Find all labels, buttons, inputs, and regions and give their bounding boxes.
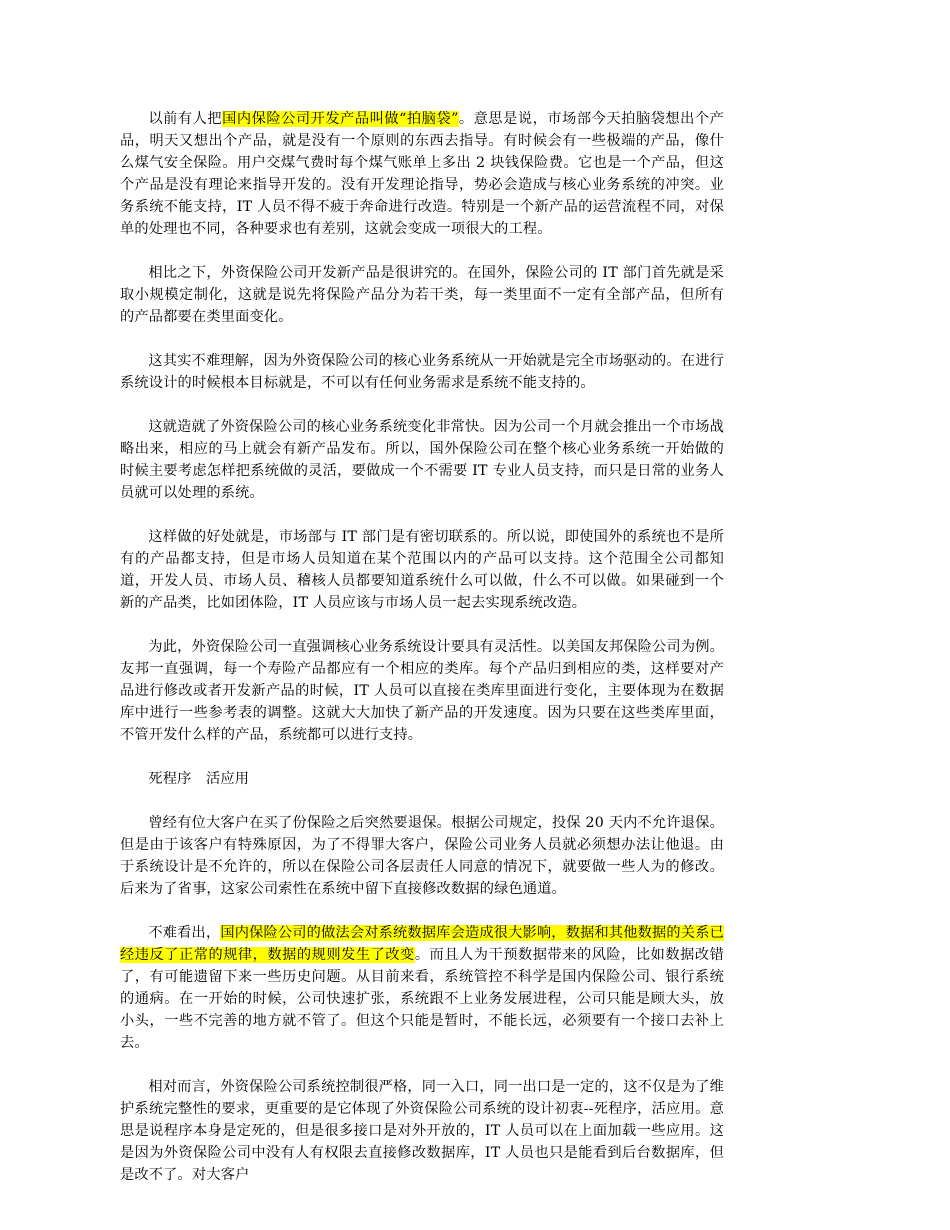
paragraph [120,262,724,328]
text-segment: 为此，外资保险公司一直强调核心业务系统设计要具有灵活性。以美国友邦保险公司为例。友邦一直强调，每一个寿险产品都应有一个相应的类库。每个产品归到相应的类，这样要对产品进行修改或者开发新产品的时候，IT 人员可以直接在类库里面进行变化，主要体现为在数据库中进行一些参考表的调整。这就大大加快了新产品的开发速度。因为只要在这些类库里面，不管开发什么样的产品，系统都可以进行支持。 [120,639,724,743]
highlighted-text: 国内保险公司开发产品叫做“拍脑袋” [222,111,459,127]
paragraph [120,108,724,240]
paragraph [120,922,724,1054]
paragraph [120,350,724,394]
text-segment: 以前有人把 [148,111,223,127]
paragraph [120,526,724,614]
text-segment: 这其实不难理解，因为外资保险公司的核心业务系统从一开始就是完全市场驱动的。在进行系统设计的时候根本目标就是，不可以有任何业务需求是系统不能支持的。 [120,353,724,391]
text-segment: 不难看出， [148,925,221,941]
text-segment: 这样做的好处就是，市场部与 IT 部门是有密切联系的。所以说，即使国外的系统也不是所有的产品都支持，但是市场人员知道在某个范围以内的产品可以支持。这个范围全公司都知道，开发人员、市场人员、稽核人员都要知道系统什么可以做，什么不可以做。如果碰到一个新的产品类，比如团体险，IT 人员应该与市场人员一起去实现系统改造。 [120,529,724,611]
text-segment: 相对而言，外资保险公司系统控制很严格，同一入口，同一出口是一定的，这不仅是为了维护系统完整性的要求，更重要的是它体现了外资保险公司系统的设计初衷--死程序，活应用。意思是说程序本身是定死的，但是很多接口是对外开放的，IT 人员可以在上面加载一些应用。这是因为外资保险公司中没有人有权限去直接修改数据库，IT 人员也只是能看到后台数据库，但是改不了。对大客户 [120,1079,724,1183]
text-segment: 。意思是说，市场部今天拍脑袋想出个产品，明天又想出个产品，就是没有一个原则的东西去指导。有时候会有一些极端的产品，像什么煤气安全保险。用户交煤气费时每个煤气账单上多出 2 块钱保险费。它也是一个产品，但这个产品是没有理论来指导开发的。没有开发理论指导，势必会造成与核心业务系统的冲突。业务系统不能支持，IT 人员不得不疲于奔命进行改造。特别是一个新产品的运营流程不同，对保单的处理也不同，各种要求也有差别，这就会变成一项很大的工程。 [120,111,724,237]
section-heading [120,768,724,790]
text-segment: 曾经有位大客户在买了份保险之后突然要退保。根据公司规定，投保 20 天内不允许退保。但是由于该客户有特殊原因，为了不得罪大客户，保险公司业务人员就必须想办法让他退。由于系统设计是不允许的，所以在保险公司各层责任人同意的情况下，就要做一些人为的修改。后来为了省事，这家公司索性在系统中留下直接修改数据的绿色通道。 [120,815,724,897]
paragraph [120,416,724,504]
paragraph [120,812,724,900]
text-segment: 相比之下，外资保险公司开发新产品是很讲究的。在国外，保险公司的 IT 部门首先就是采取小规模定制化，这就是说先将保险产品分为若干类，每一类里面不一定有全部产品，但所有的产品都要在类里面变化。 [120,265,724,325]
paragraph [120,636,724,746]
document-body [120,108,724,1208]
highlighted-text: 国内保险公司的做法会对系统数据库会造成很大影响，数据和其他数据的关系已经违反了正常的规律，数据的规则发生了改变 [120,925,724,963]
paragraph [120,1076,724,1186]
text-segment: 。而且人为干预数据带来的风险，比如数据改错了，有可能遗留下来一些历史问题。从目前来看，系统管控不科学是国内保险公司、银行系统的通病。在一开始的时候，公司快速扩张，系统跟不上业务发展进程，公司只能是顾大头，放小头，一些不完善的地方就不管了。但这个只能是暂时，不能长远，必须要有一个接口去补上去。 [120,947,724,1051]
text-segment: 这就造就了外资保险公司的核心业务系统变化非常快。因为公司一个月就会推出一个市场战略出来，相应的马上就会有新产品发布。所以，国外保险公司在整个核心业务系统一开始做的时候主要考虑怎样把系统做的灵活，要做成一个不需要 IT 专业人员支持，而只是日常的业务人员就可以处理的系统。 [120,419,724,501]
text-segment: 死程序 活应用 [148,771,250,787]
